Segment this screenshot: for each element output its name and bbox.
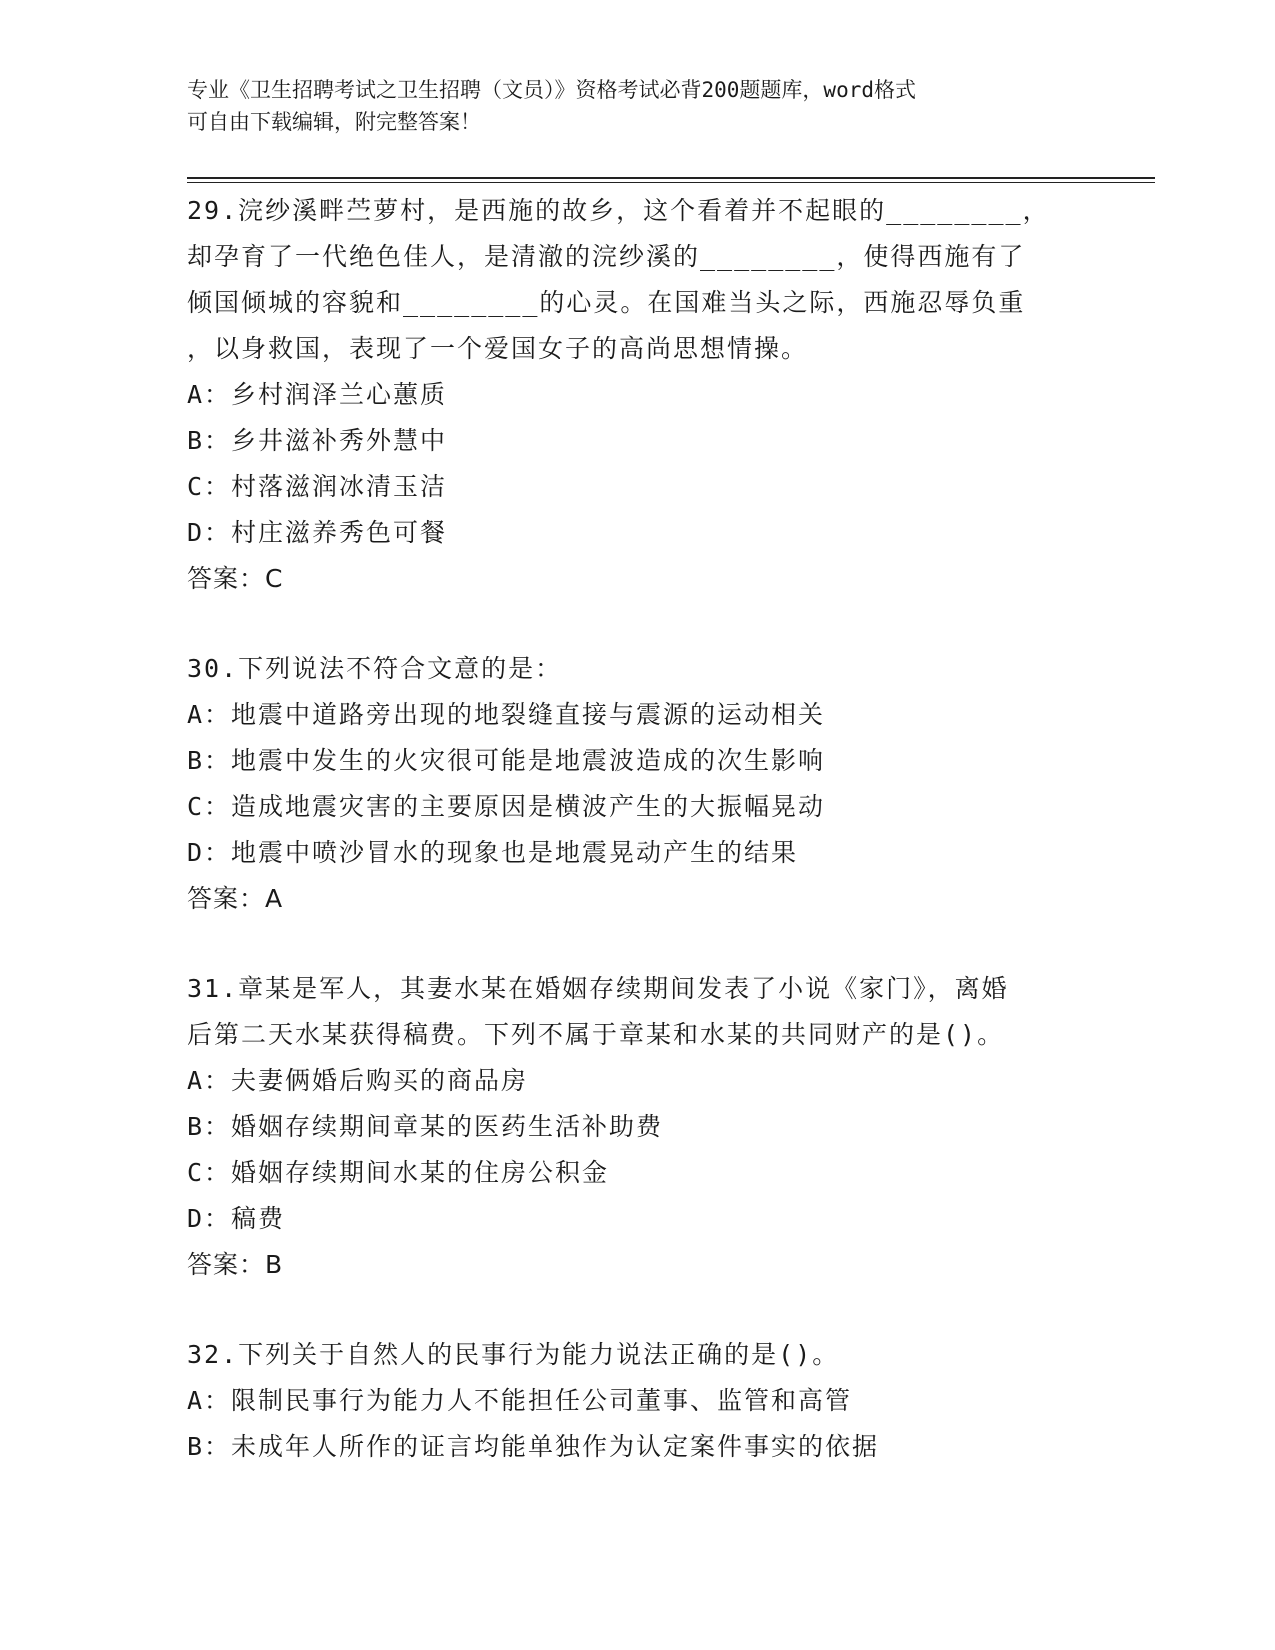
- answer: 答案：A: [187, 884, 284, 913]
- question-text-line: 却孕育了一代绝色佳人，是清澈的浣纱溪的________，使得西施有了: [187, 242, 1026, 271]
- option-a: A：夫妻俩婚后购买的商品房: [187, 1066, 529, 1095]
- option-c: C：婚姻存续期间水某的住房公积金: [187, 1158, 610, 1187]
- option-d: D：地震中喷沙冒水的现象也是地震晃动产生的结果: [187, 838, 799, 867]
- option-a: A：乡村润泽兰心蕙质: [187, 380, 448, 409]
- question-list: [187, 188, 1087, 1470]
- option-a: A：地震中道路旁出现的地裂缝直接与震源的运动相关: [187, 700, 826, 729]
- document-header: [187, 74, 1087, 138]
- option-b: B：未成年人所作的证言均能单独作为认定案件事实的依据: [187, 1432, 880, 1461]
- option-b: B：地震中发生的火灾很可能是地震波造成的次生影响: [187, 746, 826, 775]
- option-c: C：村落滋润冰清玉洁: [187, 472, 448, 501]
- question-30: [187, 646, 1087, 922]
- answer: 答案：B: [187, 1250, 284, 1279]
- question-text-line: 32.下列关于自然人的民事行为能力说法正确的是()。: [187, 1340, 840, 1369]
- answer: 答案：C: [187, 564, 284, 593]
- question-text-line: 倾国倾城的容貌和________的心灵。在国难当头之际，西施忍辱负重: [187, 288, 1026, 317]
- option-d: D：稿费: [187, 1204, 286, 1233]
- header-divider-thin: [187, 182, 1155, 183]
- question-32: [187, 1332, 1087, 1470]
- option-b: B：乡井滋补秀外慧中: [187, 426, 448, 455]
- question-text-line: 29.浣纱溪畔苎萝村，是西施的故乡，这个看着并不起眼的________，: [187, 196, 1050, 225]
- header-divider-thick: [187, 177, 1155, 179]
- header-title-line-1: 专业《卫生招聘考试之卫生招聘（文员）》资格考试必背200题题库，word格式: [187, 78, 916, 102]
- question-text-line: 31.章某是军人，其妻水某在婚姻存续期间发表了小说《家门》，离婚: [187, 974, 1009, 1003]
- option-b: B：婚姻存续期间章某的医药生活补助费: [187, 1112, 664, 1141]
- option-c: C：造成地震灾害的主要原因是横波产生的大振幅晃动: [187, 792, 826, 821]
- option-d: D：村庄滋养秀色可餐: [187, 518, 448, 547]
- question-text-line: 后第二天水某获得稿费。下列不属于章某和水某的共同财产的是()。: [187, 1020, 1005, 1049]
- option-a: A：限制民事行为能力人不能担任公司董事、监管和高管: [187, 1386, 853, 1415]
- question-text-line: ，以身救国，表现了一个爱国女子的高尚思想情操。: [187, 334, 809, 363]
- question-29: [187, 188, 1087, 602]
- header-title-line-2: 可自由下载编辑，附完整答案！: [187, 110, 481, 134]
- question-31: [187, 966, 1087, 1288]
- question-text-line: 30.下列说法不符合文意的是：: [187, 654, 563, 683]
